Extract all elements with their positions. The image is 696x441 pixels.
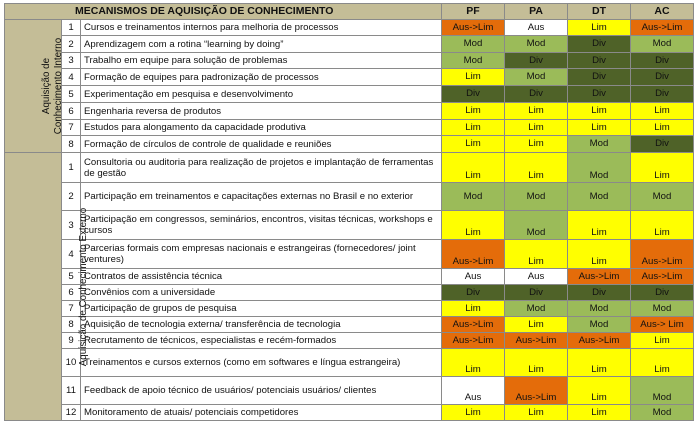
- value-cell-pa: Lim: [505, 317, 568, 333]
- value-cell-pa: Aus: [505, 269, 568, 285]
- value-cell-pf: Lim: [442, 301, 505, 317]
- header-row: [5, 4, 694, 20]
- mechanism-description: Trabalho em equipe para solução de problemas: [81, 53, 442, 69]
- mechanism-description: Convênios com a universidade: [81, 285, 442, 301]
- value-cell-pa: Lim: [505, 240, 568, 269]
- value-cell-pa: Div: [505, 86, 568, 103]
- group-label-text: [41, 38, 65, 134]
- value-cell-ac: Div: [631, 69, 694, 86]
- mechanism-description: Cursos e treinamentos internos para melhoria de processos: [81, 20, 442, 36]
- value-cell-pf: Aus: [442, 269, 505, 285]
- value-cell-dt: Mod: [568, 301, 631, 317]
- value-cell-pf: Lim: [442, 103, 505, 120]
- row-number: 7: [62, 120, 81, 136]
- value-cell-ac: Div: [631, 86, 694, 103]
- value-cell-pf: Lim: [442, 153, 505, 183]
- value-cell-pa: Lim: [505, 349, 568, 377]
- row-number: 3: [62, 53, 81, 69]
- row-number: 6: [62, 285, 81, 301]
- value-cell-pa: Mod: [505, 301, 568, 317]
- table-row: [5, 405, 694, 421]
- group-label-line2: Conhecimento Interno: [53, 37, 65, 135]
- value-cell-dt: Lim: [568, 349, 631, 377]
- mechanism-description: Engenharia reversa de produtos: [81, 103, 442, 120]
- column-header-dt: DT: [568, 4, 631, 20]
- value-cell-dt: Div: [568, 285, 631, 301]
- row-number: 8: [62, 136, 81, 153]
- value-cell-ac: Lim: [631, 333, 694, 349]
- row-number: 1: [62, 153, 81, 183]
- row-number: 12: [62, 405, 81, 421]
- value-cell-pf: Mod: [442, 183, 505, 211]
- mechanism-description: Participação em treinamentos e capacitações externas no Brasil e no exterior: [81, 183, 442, 211]
- value-cell-dt: Lim: [568, 20, 631, 36]
- mechanism-description: Recrutamento de técnicos, especialistas e recém-formados: [81, 333, 442, 349]
- value-cell-pa: Lim: [505, 120, 568, 136]
- value-cell-pa: Div: [505, 285, 568, 301]
- table-row: [5, 136, 694, 153]
- mechanism-description: Formação de equipes para padronização de processos: [81, 69, 442, 86]
- value-cell-pa: Lim: [505, 103, 568, 120]
- mechanism-description: Participação em congressos, seminários, encontros, visitas técnicas, workshops e cursos: [81, 211, 442, 240]
- mechanism-description: Aquisição de tecnologia externa/ transferência de tecnologia: [81, 317, 442, 333]
- table-row: [5, 120, 694, 136]
- value-cell-ac: Mod: [631, 377, 694, 405]
- column-header-pa: PA: [505, 4, 568, 20]
- table-row: [5, 36, 694, 53]
- value-cell-ac: Mod: [631, 36, 694, 53]
- knowledge-acquisition-table: [4, 3, 694, 421]
- table-row: [5, 333, 694, 349]
- value-cell-dt: Mod: [568, 317, 631, 333]
- value-cell-ac: Mod: [631, 301, 694, 317]
- row-number: 10: [62, 349, 81, 377]
- value-cell-dt: Lim: [568, 377, 631, 405]
- value-cell-ac: Div: [631, 136, 694, 153]
- mechanism-description: Consultoria ou auditoria para realização de projetos e implantação de ferramentas de gestão: [81, 153, 442, 183]
- table-row: [5, 103, 694, 120]
- value-cell-pf: Lim: [442, 69, 505, 86]
- value-cell-pf: Lim: [442, 120, 505, 136]
- column-header-ac: AC: [631, 4, 694, 20]
- value-cell-dt: Mod: [568, 136, 631, 153]
- value-cell-pa: Aus: [505, 20, 568, 36]
- mechanism-description: Treinamentos e cursos externos (como em softwares e língua estrangeira): [81, 349, 442, 377]
- value-cell-pa: Lim: [505, 153, 568, 183]
- value-cell-pf: Aus->Lim: [442, 333, 505, 349]
- value-cell-pf: Div: [442, 285, 505, 301]
- value-cell-pf: Div: [442, 86, 505, 103]
- value-cell-dt: Div: [568, 36, 631, 53]
- column-header-pf: PF: [442, 4, 505, 20]
- value-cell-dt: Mod: [568, 183, 631, 211]
- table-row: [5, 285, 694, 301]
- value-cell-dt: Div: [568, 86, 631, 103]
- value-cell-pf: Mod: [442, 53, 505, 69]
- table-row: [5, 317, 694, 333]
- table-row: [5, 377, 694, 405]
- value-cell-ac: Aus->Lim: [631, 240, 694, 269]
- value-cell-ac: Lim: [631, 153, 694, 183]
- value-cell-ac: Mod: [631, 405, 694, 421]
- value-cell-ac: Aus->Lim: [631, 20, 694, 36]
- table-row: [5, 269, 694, 285]
- table-row: [5, 211, 694, 240]
- mechanism-description: Parcerias formais com empresas nacionais e estrangeiras (fornecedores/ joint ventures): [81, 240, 442, 269]
- row-number: 9: [62, 333, 81, 349]
- group-label-line1: Aquisição de Conhecimento Externo: [78, 207, 90, 366]
- mechanism-description: Participação de grupos de pesquisa: [81, 301, 442, 317]
- table-row: [5, 20, 694, 36]
- row-number: 6: [62, 103, 81, 120]
- mechanism-description: Estudos para alongamento da capacidade produtiva: [81, 120, 442, 136]
- value-cell-ac: Lim: [631, 103, 694, 120]
- value-cell-ac: Div: [631, 53, 694, 69]
- value-cell-ac: Lim: [631, 120, 694, 136]
- value-cell-dt: Aus->Lim: [568, 269, 631, 285]
- value-cell-pf: Aus->Lim: [442, 317, 505, 333]
- value-cell-dt: Div: [568, 69, 631, 86]
- value-cell-pf: Lim: [442, 211, 505, 240]
- value-cell-dt: Div: [568, 53, 631, 69]
- value-cell-ac: Lim: [631, 349, 694, 377]
- table-body: [5, 20, 694, 421]
- value-cell-dt: Mod: [568, 153, 631, 183]
- mechanism-description: Monitoramento de atuais/ potenciais competidores: [81, 405, 442, 421]
- row-number: 5: [62, 86, 81, 103]
- value-cell-pf: Lim: [442, 349, 505, 377]
- table-row: [5, 86, 694, 103]
- value-cell-pa: Mod: [505, 69, 568, 86]
- row-number: 3: [62, 211, 81, 240]
- value-cell-pa: Mod: [505, 183, 568, 211]
- value-cell-pa: Mod: [505, 211, 568, 240]
- value-cell-pf: Aus->Lim: [442, 20, 505, 36]
- value-cell-ac: Aus-> Lim: [631, 317, 694, 333]
- value-cell-pf: Lim: [442, 405, 505, 421]
- mechanism-description: Formação de círculos de controle de qualidade e reuniões: [81, 136, 442, 153]
- value-cell-dt: Lim: [568, 240, 631, 269]
- row-number: 2: [62, 183, 81, 211]
- mechanism-description: Experimentação em pesquisa e desenvolvimento: [81, 86, 442, 103]
- value-cell-ac: Div: [631, 285, 694, 301]
- value-cell-ac: Lim: [631, 211, 694, 240]
- value-cell-pa: Aus->Lim: [505, 333, 568, 349]
- value-cell-pa: Lim: [505, 136, 568, 153]
- row-number: 4: [62, 240, 81, 269]
- value-cell-dt: Lim: [568, 405, 631, 421]
- row-number: 7: [62, 301, 81, 317]
- table-row: [5, 240, 694, 269]
- value-cell-dt: Aus->Lim: [568, 333, 631, 349]
- row-number: 8: [62, 317, 81, 333]
- row-number: 4: [62, 69, 81, 86]
- row-number: 1: [62, 20, 81, 36]
- table-row: [5, 53, 694, 69]
- group-label-line1: Aquisição de: [41, 57, 53, 115]
- row-number: 5: [62, 269, 81, 285]
- value-cell-pa: Mod: [505, 36, 568, 53]
- value-cell-ac: Mod: [631, 183, 694, 211]
- value-cell-dt: Lim: [568, 120, 631, 136]
- value-cell-ac: Aus->Lim: [631, 269, 694, 285]
- value-cell-pf: Mod: [442, 36, 505, 53]
- value-cell-pa: Lim: [505, 405, 568, 421]
- value-cell-pf: Aus: [442, 377, 505, 405]
- row-number: 11: [62, 377, 81, 405]
- value-cell-dt: Lim: [568, 211, 631, 240]
- row-number: 2: [62, 36, 81, 53]
- value-cell-pa: Aus->Lim: [505, 377, 568, 405]
- table-row: [5, 301, 694, 317]
- value-cell-dt: Lim: [568, 103, 631, 120]
- value-cell-pf: Lim: [442, 136, 505, 153]
- table-row: [5, 69, 694, 86]
- mechanism-description: Feedback de apoio técnico de usuários/ potenciais usuários/ clientes: [81, 377, 442, 405]
- value-cell-pf: Aus->Lim: [442, 240, 505, 269]
- value-cell-pa: Div: [505, 53, 568, 69]
- table-row: [5, 153, 694, 183]
- mechanism-description: Contratos de assistência técnica: [81, 269, 442, 285]
- table-title: MECANISMOS DE AQUISIÇÃO DE CONHECIMENTO: [5, 4, 442, 20]
- table-row: [5, 349, 694, 377]
- group-label-internal: [5, 20, 65, 153]
- mechanism-description: Aprendizagem com a rotina “learning by doing”: [81, 36, 442, 53]
- group-label-text: [78, 207, 90, 365]
- table-row: [5, 183, 694, 211]
